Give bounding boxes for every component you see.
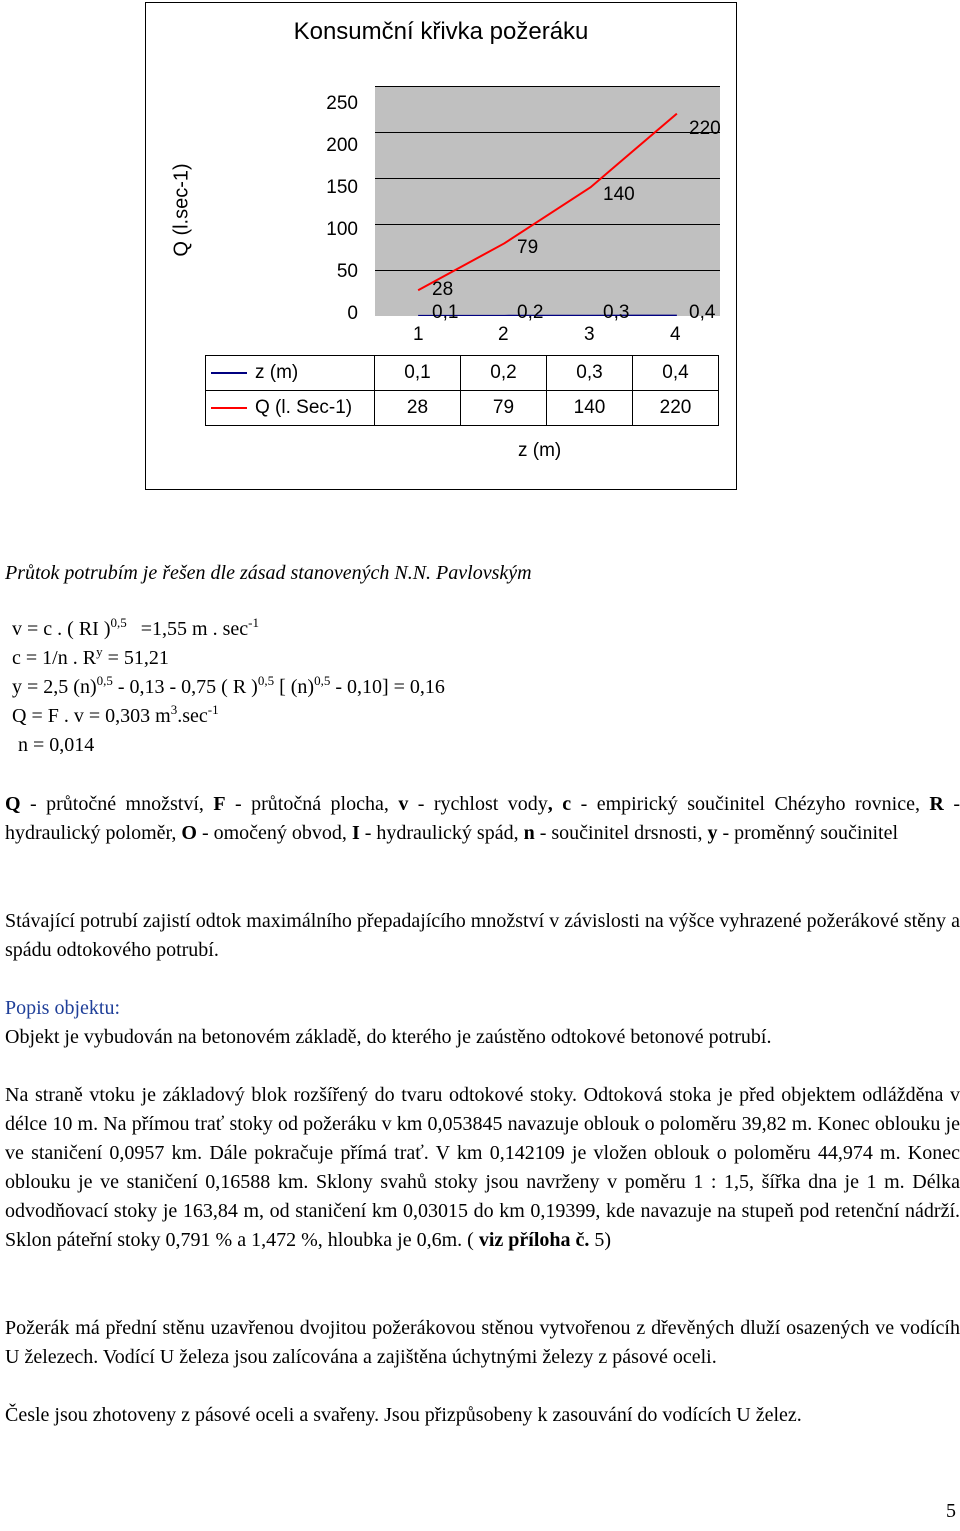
intro-text: Průtok potrubím je řešen dle zásad stanovených N.N. Pavlovským (5, 562, 532, 584)
legend-line-z (211, 372, 247, 374)
y-tick-label: 100 (326, 219, 358, 240)
data-label-q: 140 (603, 184, 635, 205)
table-cell: 79 (461, 391, 547, 426)
section-heading: Popis objektu: (5, 997, 121, 1019)
data-label-z: 0,2 (517, 302, 544, 323)
page-number: 5 (946, 1500, 956, 1522)
table-row (206, 356, 719, 391)
legend-line-q (211, 407, 247, 409)
data-label-q: 220 (689, 118, 721, 139)
table-cell: 0,1 (375, 356, 461, 391)
data-label-z: 0,1 (432, 302, 459, 323)
paragraph-object: Objekt je vybudován na betonovém základě, do kterého je zaústěno odtokové betonové potrubí. (5, 1026, 772, 1048)
table-cell: 0,4 (633, 356, 719, 391)
table-row (206, 391, 719, 426)
paragraph-channel: Na straně vtoku je základový blok rozšířený do tvaru odtokové stoky. Odtoková stoka je před objektem odlážděna v délce 10 m. Na přímou trať stoky od požeráku v km 0,053845 navazuje oblouk o poloměru 39,82 m. Konec oblouku je ve staničení 0,0957 km. Dále pokračuje přímá trať. V km 0,142109 je vložen oblouk o poloměru 44,974 m. Konec oblouku je ve staničení 0,16588 km. Sklony svahů stoky jsou navrženy v poměru 1 : 1,5, šířka dna je 1 m. Délka odvodňovací stoky je 163,84 m, od staničení km 0,03015 do km 0,19399, kde navazuje na stupeň pod retenční nádrží. Sklon páteřní stoky 0,791 % a 1,472 %, hloubka je 0,6m. ( viz příloha č. 5) (5, 1084, 960, 1251)
y-tick-label: 50 (336, 261, 358, 282)
data-label-z: 0,4 (689, 302, 716, 323)
legend-cell (206, 391, 375, 426)
legend-cell (206, 356, 375, 391)
table-cell: 0,2 (461, 356, 547, 391)
formula-n: n = 0,014 (18, 734, 95, 756)
table-cell: 220 (633, 391, 719, 426)
x-category-label: 3 (584, 324, 595, 345)
table-cell: 140 (547, 391, 633, 426)
y-tick-label: 250 (326, 93, 358, 114)
y-tick-label: 200 (326, 135, 358, 156)
data-label-q: 79 (517, 237, 539, 258)
formula-chezy: c = 1/n . $R^y = 51,21$ (12, 644, 169, 669)
table-cell: 28 (375, 391, 461, 426)
chart-y-axis-label: Q (l.sec-1) (170, 163, 193, 257)
table-cell: 0,3 (547, 356, 633, 391)
data-label-q: 28 (432, 279, 454, 300)
x-category-label: 4 (670, 324, 681, 345)
formula-q: Q = F . v = 0,303 $m^3.\sec^{-1}$ (12, 702, 219, 727)
chart-data-table (205, 355, 719, 426)
paragraph-outflow: Stávající potrubí zajistí odtok maximálního přepadajícího množství v závislosti na výšce vyhrazené požerákové stěny a spádu odtokového potrubí. (5, 910, 960, 961)
data-label-z: 0,3 (603, 302, 630, 323)
y-tick-label: 150 (326, 177, 358, 198)
chart-x-axis-label: z (m) (518, 440, 562, 461)
x-category-label: 2 (498, 324, 509, 345)
x-category-label: 1 (413, 324, 424, 345)
legend-label: Q (l. Sec-1) (255, 397, 353, 418)
paragraph-wall: Požerák má přední stěnu uzavřenou dvojitou požerákovou stěnou vytvořenou z dřevěných dluží osazených ve vodícíh U železech. Vodící U železa jsou zalícována a zajištěna úchytnými železy z pásové oceli. (5, 1317, 960, 1368)
legend-label: z (m) (255, 362, 299, 383)
y-tick-label: 0 (347, 303, 358, 324)
symbol-legend-paragraph: Q - průtočné množství, F - průtočná plocha, v - rychlost vody, c - empirický součinitel Chézyho rovnice, R - hydraulický poloměr, O - omočený obvod, I - hydraulický spád, n - součinitel drsnosti, y - proměnný součinitel (5, 793, 960, 844)
series-line-q (418, 114, 677, 291)
formula-y: y = 2,5 $(n)^{0,5} - 0,13 - 0,75$ ( R )$^{0,5}$ [ $(n)^{0,5} - 0,10] = 0,16$ (12, 673, 445, 698)
formula-velocity: v = c . ( RI )$^{0,5}$ =1,55 m . $\sec^{-1}$ (12, 615, 259, 640)
chart-title: Konsumční křivka požeráku (293, 18, 589, 45)
paragraph-grates: Česle jsou zhotoveny z pásové oceli a svařeny. Jsou přizpůsobeny k zasouvání do vodících U želez. (5, 1404, 802, 1426)
chart-svg (375, 86, 720, 316)
